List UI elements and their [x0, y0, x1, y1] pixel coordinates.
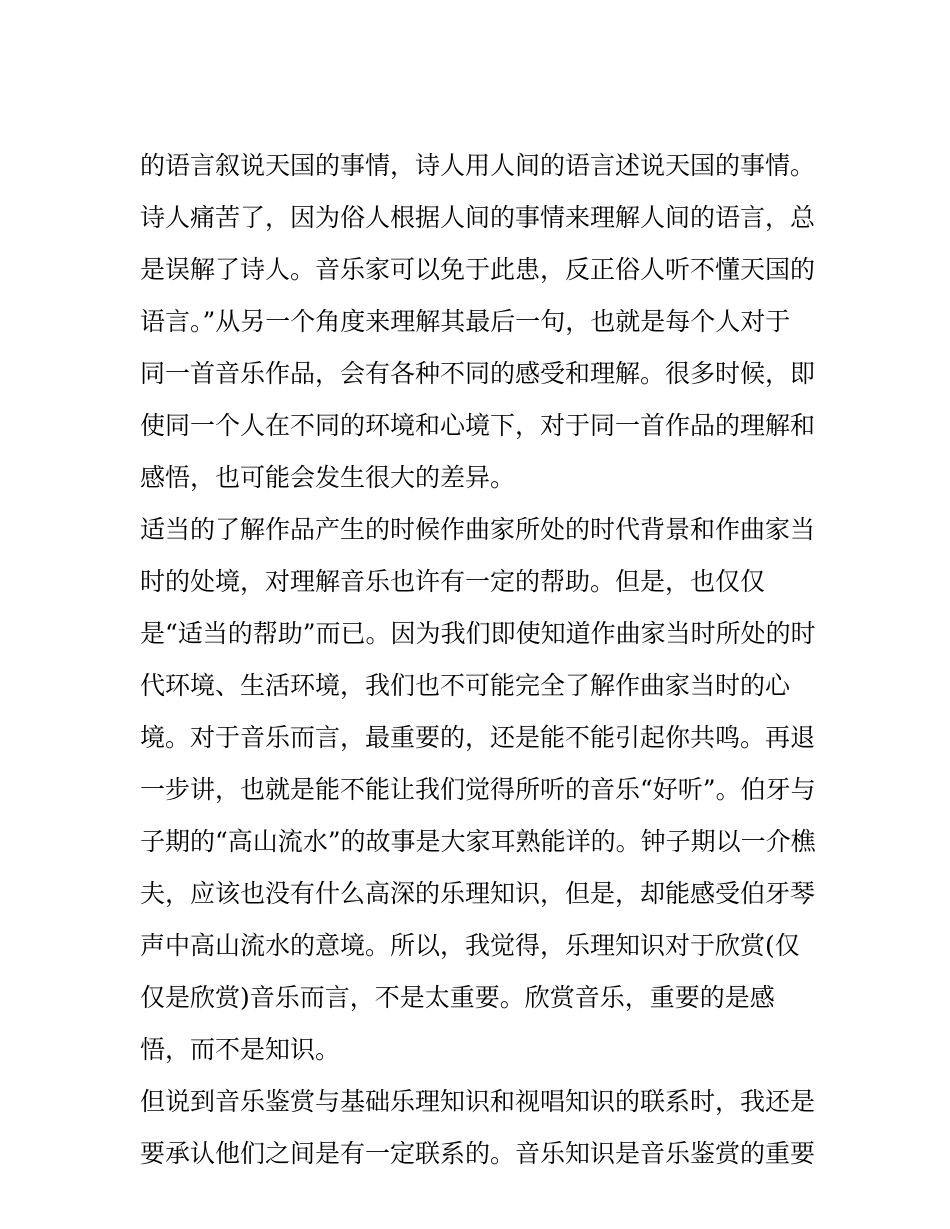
text-line: 的语言叙说天国的事情，诗人用人间的语言述说天国的事情。	[140, 151, 816, 180]
text-line: 是误解了诗人。音乐家可以免于此患，反正俗人听不懂天国的	[140, 255, 816, 284]
text-line: 仅是欣赏)音乐而言，不是太重要。欣赏音乐，重要的是感	[140, 983, 775, 1012]
text-line: 要承认他们之间是有一定联系的。音乐知识是音乐鉴赏的重要	[140, 1139, 816, 1168]
text-line: 时的处境，对理解音乐也许有一定的帮助。但是，也仅仅	[140, 567, 766, 596]
text-line: 声中高山流水的意境。所以，我觉得，乐理知识对于欣赏(仅	[140, 931, 800, 960]
text-line: 一步讲，也就是能不能让我们觉得所听的音乐“好听”。伯牙与	[140, 775, 816, 804]
text-line: 但说到音乐鉴赏与基础乐理知识和视唱知识的联系时，我还是	[140, 1087, 816, 1116]
text-line: 感悟，也可能会发生很大的差异。	[140, 463, 516, 492]
text-line: 同一首音乐作品，会有各种不同的感受和理解。很多时候，即	[140, 359, 816, 388]
text-line: 子期的“高山流水”的故事是大家耳熟能详的。钟子期以一介樵	[140, 827, 816, 856]
text-line: 代环境、生活环境，我们也不可能完全了解作曲家当时的心	[140, 671, 791, 700]
text-line: 语言。”从另一个角度来理解其最后一句，也就是每个人对于	[140, 307, 791, 336]
text-line: 是“适当的帮助”而已。因为我们即使知道作曲家当时所处的时	[140, 619, 816, 648]
text-line: 诗人痛苦了，因为俗人根据人间的事情来理解人间的语言，总	[140, 203, 816, 232]
text-line: 使同一个人在不同的环境和心境下，对于同一首作品的理解和	[140, 411, 816, 440]
body-text	[140, 148, 820, 1188]
text-line: 悟，而不是知识。	[140, 1035, 341, 1064]
text-line: 境。对于音乐而言，最重要的，还是能不能引起你共鸣。再退	[140, 723, 816, 752]
text-line: 适当的了解作品产生的时候作曲家所处的时代背景和作曲家当	[140, 515, 816, 544]
text-line: 夫，应该也没有什么高深的乐理知识，但是，却能感受伯牙琴	[140, 879, 816, 908]
